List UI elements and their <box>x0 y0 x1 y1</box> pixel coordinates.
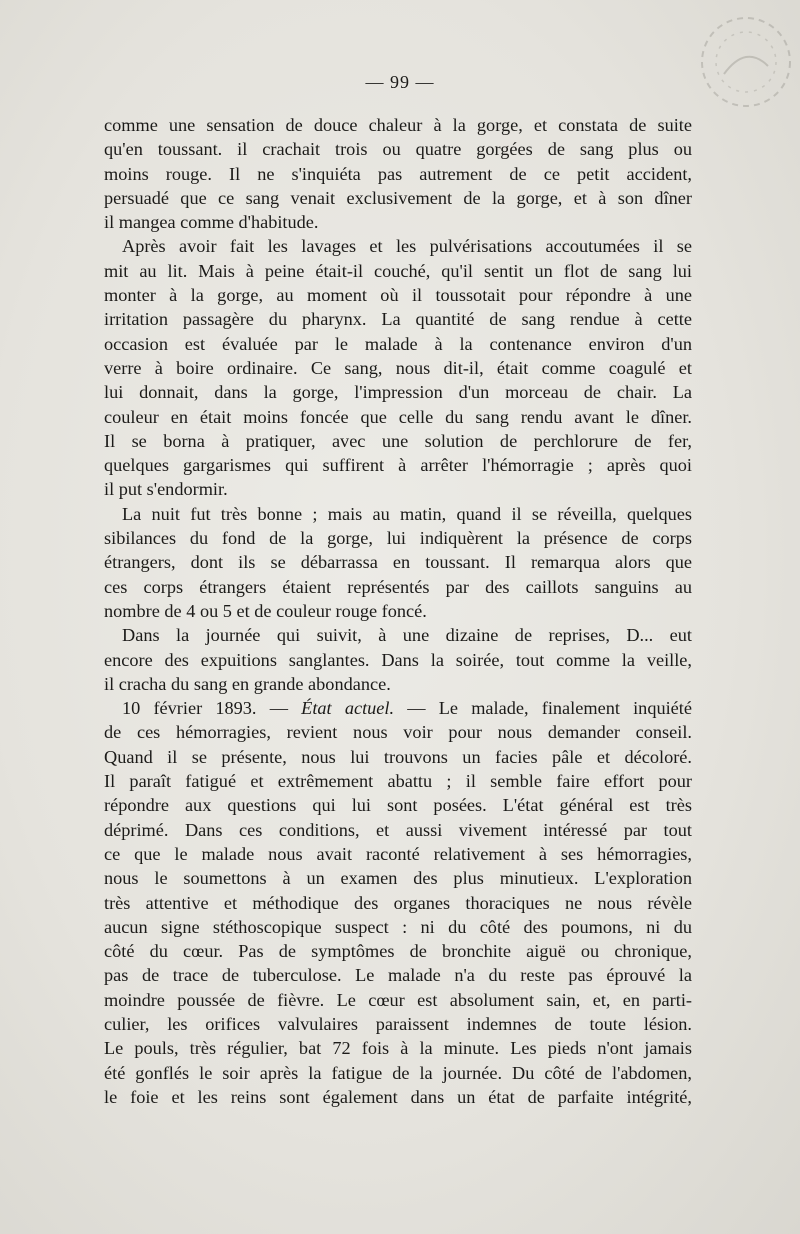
text-line: monter à la gorge, au moment où il toussotait pour répondre à une <box>104 285 692 306</box>
text-line: Dans la journée qui suivit, à une dizaine de reprises, D... eut <box>122 625 692 646</box>
text-line: comme une sensation de douce chaleur à la gorge, et constata de suite <box>104 115 692 135</box>
text-line: couleur en était moins foncée que celle du sang rendu avant le dîner. <box>104 406 692 427</box>
text-line: il cracha du sang en grande abondance. <box>104 673 391 694</box>
text-line: ce que le malade nous avait raconté relativement à ses hémorragies, <box>104 843 692 864</box>
text-line: il mangea comme d'habitude. <box>104 212 319 233</box>
text-line: mit au lit. Mais à peine était-il couché, qu'il sentit un flot de sang lui <box>104 260 692 281</box>
text-line: encore des expuitions sanglantes. Dans la soirée, tout comme la veille, <box>104 649 692 670</box>
text-line: été gonflés le soir après la fatigue de la journée. Du côté de l'abdomen, <box>104 1062 692 1083</box>
text-line: persuadé que ce sang venait exclusivement de la gorge, et à son dîner <box>104 187 692 208</box>
body-text <box>104 113 692 1109</box>
text-line: qu'en toussant. il crachait trois ou quatre gorgées de sang plus ou <box>104 139 692 160</box>
text-line: culier, les orifices valvulaires paraissent indemnes de toute lésion. <box>104 1013 692 1034</box>
text-line: répondre aux questions qui lui sont posées. L'état général est très <box>104 795 692 816</box>
text-line: nous le soumettons à un examen des plus minutieux. L'exploration <box>104 868 692 889</box>
text-line: moindre poussée de fièvre. Le cœur est absolument sain, et, en parti- <box>104 989 692 1010</box>
text-fragment: — Le malade, finalement inquiété <box>407 698 692 719</box>
text-line: ces corps étrangers étaient représentés par des caillots sanguins au <box>104 576 692 597</box>
section-heading: État actuel. <box>301 698 395 719</box>
text-line: irritation passagère du pharynx. La quantité de sang rendue à cette <box>104 309 692 330</box>
text-line: quelques gargarismes qui suffirent à arrêter l'hémorragie ; après quoi <box>104 455 692 476</box>
text-line: La nuit fut très bonne ; mais au matin, quand il se réveilla, quelques <box>122 503 692 524</box>
text-line: Il se borna à pratiquer, avec une solution de perchlorure de fer, <box>104 430 692 451</box>
text-line: Le pouls, très régulier, bat 72 fois à la minute. Les pieds n'ont jamais <box>104 1038 692 1059</box>
text-line: de ces hémorragies, revient nous voir pour nous demander conseil. <box>104 722 692 743</box>
text-line: moins rouge. Il ne s'inquiéta pas autrement de ce petit accident, <box>104 163 692 184</box>
text-line: Après avoir fait les lavages et les pulvérisations accoutumées il se <box>122 236 692 257</box>
text-line: lui donnait, dans la gorge, l'impression d'un morceau de chair. La <box>104 382 692 403</box>
text-line: le foie et les reins sont également dans un état de parfaite intégrité, <box>104 1086 692 1107</box>
date-lead: 10 février 1893. — <box>122 698 288 719</box>
text-line: aucun signe stéthoscopique suspect : ni du côté des poumons, ni du <box>104 916 692 937</box>
page-number: — 99 — <box>365 72 435 92</box>
text-line: occasion est évaluée par le malade à la contenance environ d'un <box>104 333 692 354</box>
text-line: Quand il se présente, nous lui trouvons un facies pâle et décoloré. <box>104 746 692 767</box>
text-line <box>104 696 692 720</box>
text-line: il put s'endormir. <box>104 479 228 500</box>
text-line: pas de trace de tuberculose. Le malade n'a du reste pas éprouvé la <box>104 965 692 986</box>
text-line: côté du cœur. Pas de symptômes de bronchite aiguë ou chronique, <box>104 941 692 962</box>
text-line: Il paraît fatigué et extrêmement abattu ; il semble faire effort pour <box>104 771 692 792</box>
library-stamp-icon <box>684 4 794 124</box>
text-line: déprimé. Dans ces conditions, et aussi vivement intéressé par tout <box>104 819 692 840</box>
text-line: sibilances du fond de la gorge, lui indiquèrent la présence de corps <box>104 528 692 549</box>
text-line: étrangers, dont ils se débarrassa en toussant. Il remarqua alors que <box>104 552 692 573</box>
text-line: très attentive et méthodique des organes thoraciques ne nous révèle <box>104 892 692 913</box>
text-line: verre à boire ordinaire. Ce sang, nous dit-il, était comme coagulé et <box>104 357 692 378</box>
text-line: nombre de 4 ou 5 et de couleur rouge foncé. <box>104 600 427 621</box>
